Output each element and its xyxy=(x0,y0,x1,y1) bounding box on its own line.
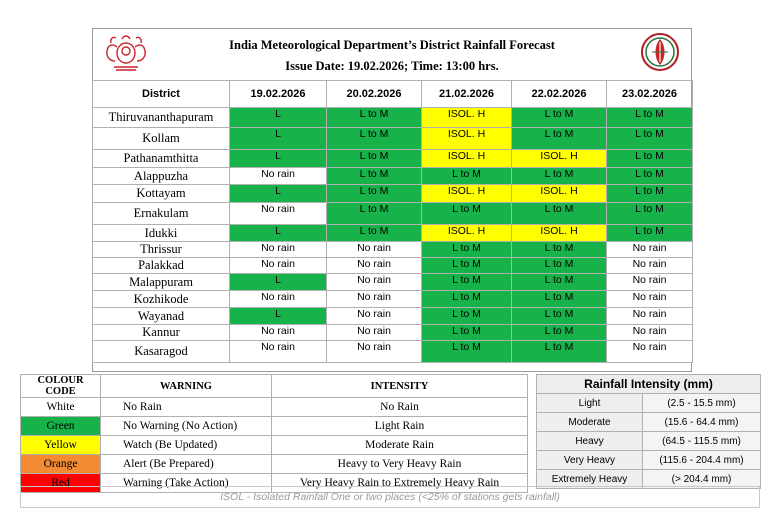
forecast-cell: L to M xyxy=(422,341,512,363)
district-name: Kasaragod xyxy=(93,341,230,363)
table-row xyxy=(93,258,693,274)
date-column-header: 20.02.2026 xyxy=(327,81,422,108)
forecast-cell: ISOL. H xyxy=(512,225,607,242)
table-row xyxy=(93,242,693,258)
forecast-cell: L xyxy=(230,308,327,325)
forecast-cell: No rain xyxy=(230,203,327,225)
forecast-cell: No rain xyxy=(230,325,327,341)
forecast-cell: No rain xyxy=(607,274,693,291)
forecast-cell: No rain xyxy=(607,308,693,325)
warning-text: No Rain xyxy=(101,398,272,417)
legend-header: INTENSITY xyxy=(272,375,528,398)
forecast-cell: L to M xyxy=(422,258,512,274)
district-name: Thiruvananthapuram xyxy=(93,108,230,128)
forecast-cell: No rain xyxy=(327,341,422,363)
page-title: India Meteorological Department’s District Rainfall Forecast xyxy=(229,38,555,52)
colour-swatch: Orange xyxy=(21,455,101,474)
intensity-range: (2.5 - 15.5 mm) xyxy=(643,394,761,413)
forecast-cell: L to M xyxy=(607,185,693,203)
forecast-cell: L to M xyxy=(512,108,607,128)
intensity-row xyxy=(537,394,761,413)
district-name: Kozhikode xyxy=(93,291,230,308)
forecast-cell: ISOL. H xyxy=(422,150,512,168)
district-name: Alappuzha xyxy=(93,168,230,185)
forecast-cell: L to M xyxy=(512,203,607,225)
district-name: Kollam xyxy=(93,128,230,150)
table-row xyxy=(93,203,693,225)
colour-code-legend xyxy=(20,374,528,493)
intensity-range: (115.6 - 204.4 mm) xyxy=(643,451,761,470)
forecast-cell: No rain xyxy=(607,242,693,258)
forecast-cell: L to M xyxy=(327,108,422,128)
intensity-text: Moderate Rain xyxy=(272,436,528,455)
forecast-cell: ISOL. H xyxy=(512,185,607,203)
forecast-cell: L to M xyxy=(327,168,422,185)
district-name: Palakkad xyxy=(93,258,230,274)
forecast-cell: No rain xyxy=(607,291,693,308)
table-row xyxy=(93,325,693,341)
forecast-cell: L to M xyxy=(512,291,607,308)
intensity-label: Light xyxy=(537,394,643,413)
legend-row xyxy=(21,455,528,474)
forecast-cell: No rain xyxy=(230,258,327,274)
forecast-cell: L xyxy=(230,225,327,242)
forecast-cell: L to M xyxy=(422,274,512,291)
table-row xyxy=(93,341,693,363)
forecast-cell: No rain xyxy=(327,274,422,291)
forecast-cell: ISOL. H xyxy=(422,128,512,150)
rainfall-intensity-title: Rainfall Intensity (mm) xyxy=(537,375,761,394)
forecast-cell: No rain xyxy=(230,168,327,185)
intensity-text: Heavy to Very Heavy Rain xyxy=(272,455,528,474)
forecast-cell: No rain xyxy=(327,258,422,274)
forecast-cell: ISOL. H xyxy=(422,108,512,128)
colour-swatch: Green xyxy=(21,417,101,436)
forecast-cell: L to M xyxy=(422,203,512,225)
intensity-label: Very Heavy xyxy=(537,451,643,470)
rainfall-intensity-table xyxy=(536,374,761,489)
forecast-cell: ISOL. H xyxy=(422,225,512,242)
intensity-text: No Rain xyxy=(272,398,528,417)
intensity-range: (15.6 - 64.4 mm) xyxy=(643,413,761,432)
warning-text: Warning (Take Action) xyxy=(101,474,272,493)
intensity-row xyxy=(537,451,761,470)
colour-swatch: Yellow xyxy=(21,436,101,455)
intensity-range: (64.5 - 115.5 mm) xyxy=(643,432,761,451)
forecast-cell: L to M xyxy=(512,308,607,325)
forecast-cell: No rain xyxy=(230,341,327,363)
forecast-cell: L to M xyxy=(422,242,512,258)
forecast-cell: L to M xyxy=(327,225,422,242)
forecast-cell: L to M xyxy=(512,341,607,363)
legend-row xyxy=(21,398,528,417)
forecast-cell: L to M xyxy=(512,128,607,150)
forecast-cell: No rain xyxy=(230,242,327,258)
forecast-cell: L to M xyxy=(607,168,693,185)
forecast-cell: No rain xyxy=(327,325,422,341)
table-row xyxy=(93,108,693,128)
district-name: Kannur xyxy=(93,325,230,341)
intensity-text: Light Rain xyxy=(272,417,528,436)
intensity-label: Heavy xyxy=(537,432,643,451)
forecast-cell: No rain xyxy=(607,341,693,363)
warning-text: Watch (Be Updated) xyxy=(101,436,272,455)
forecast-cell: L to M xyxy=(422,325,512,341)
table-header-row xyxy=(93,81,693,108)
forecast-cell: No rain xyxy=(327,291,422,308)
table-row xyxy=(93,185,693,203)
forecast-cell: L to M xyxy=(512,325,607,341)
rainfall-forecast-table xyxy=(92,80,693,363)
forecast-cell: L to M xyxy=(607,128,693,150)
colour-swatch: Red xyxy=(21,474,101,493)
forecast-cell: L to M xyxy=(327,203,422,225)
forecast-cell: L to M xyxy=(512,274,607,291)
legend-row xyxy=(21,436,528,455)
date-column-header: 19.02.2026 xyxy=(230,81,327,108)
forecast-cell: L to M xyxy=(607,108,693,128)
district-name: Malappuram xyxy=(93,274,230,291)
intensity-label: Extremely Heavy xyxy=(537,470,643,489)
forecast-cell: L to M xyxy=(422,168,512,185)
intensity-text: Very Heavy Rain to Extremely Heavy Rain xyxy=(272,474,528,493)
forecast-cell: L to M xyxy=(607,225,693,242)
forecast-cell: L to M xyxy=(422,308,512,325)
legend-header: WARNING xyxy=(101,375,272,398)
forecast-cell: L to M xyxy=(512,242,607,258)
forecast-cell: No rain xyxy=(230,291,327,308)
warning-text: Alert (Be Prepared) xyxy=(101,455,272,474)
legend-header-row xyxy=(21,375,528,398)
forecast-cell: L xyxy=(230,150,327,168)
forecast-cell: L xyxy=(230,274,327,291)
forecast-cell: L to M xyxy=(327,150,422,168)
table-row xyxy=(93,150,693,168)
forecast-cell: No rain xyxy=(327,308,422,325)
district-name: Idukki xyxy=(93,225,230,242)
forecast-cell: L to M xyxy=(512,258,607,274)
table-row xyxy=(93,225,693,242)
table-row xyxy=(93,274,693,291)
forecast-cell: L to M xyxy=(327,185,422,203)
table-row xyxy=(93,168,693,185)
isol-footnote: ISOL - Isolated Rainfall One or two places (<25% of stations gets rainfall) xyxy=(20,486,760,508)
legend-row xyxy=(21,417,528,436)
date-column-header: 21.02.2026 xyxy=(422,81,512,108)
forecast-cell: L xyxy=(230,108,327,128)
forecast-cell: No rain xyxy=(607,258,693,274)
district-name: Wayanad xyxy=(93,308,230,325)
intensity-range: (> 204.4 mm) xyxy=(643,470,761,489)
district-name: Thrissur xyxy=(93,242,230,258)
forecast-header xyxy=(92,28,692,80)
forecast-cell: L to M xyxy=(512,168,607,185)
legend-header: COLOUR CODE xyxy=(21,375,101,398)
district-name: Kottayam xyxy=(93,185,230,203)
forecast-cell: L xyxy=(230,128,327,150)
issue-date: Issue Date: 19.02.2026; Time: 13:00 hrs. xyxy=(285,59,499,73)
intensity-row xyxy=(537,432,761,451)
forecast-cell: L to M xyxy=(422,291,512,308)
forecast-cell: L to M xyxy=(607,203,693,225)
forecast-cell: No rain xyxy=(607,325,693,341)
table-row xyxy=(93,291,693,308)
warning-text: No Warning (No Action) xyxy=(101,417,272,436)
forecast-cell: ISOL. H xyxy=(422,185,512,203)
table-row xyxy=(93,308,693,325)
district-column-header: District xyxy=(93,81,230,108)
forecast-cell: L to M xyxy=(327,128,422,150)
intensity-row xyxy=(537,413,761,432)
date-column-header: 22.02.2026 xyxy=(512,81,607,108)
imd-logo-icon xyxy=(640,32,680,72)
district-name: Pathanamthitta xyxy=(93,150,230,168)
colour-swatch: White xyxy=(21,398,101,417)
district-name: Ernakulam xyxy=(93,203,230,225)
forecast-cell: ISOL. H xyxy=(512,150,607,168)
forecast-cell: L xyxy=(230,185,327,203)
intensity-label: Moderate xyxy=(537,413,643,432)
forecast-cell: L to M xyxy=(607,150,693,168)
table-row xyxy=(93,128,693,150)
date-column-header: 23.02.2026 xyxy=(607,81,693,108)
forecast-cell: No rain xyxy=(327,242,422,258)
